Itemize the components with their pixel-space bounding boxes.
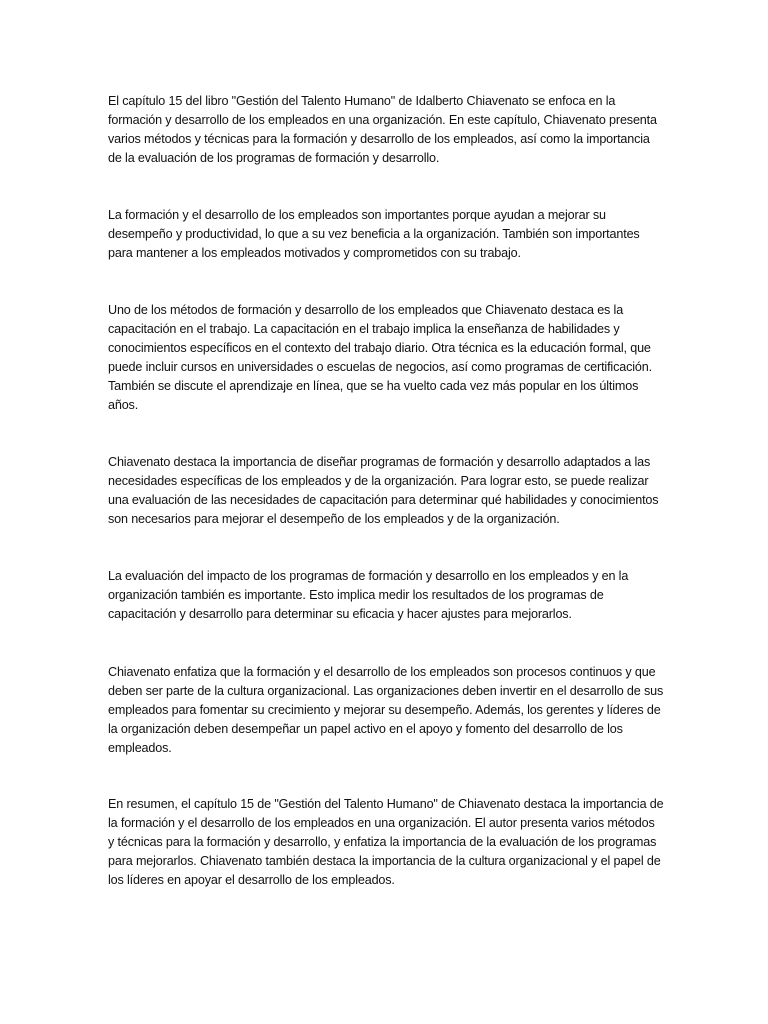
paragraph-summary: En resumen, el capítulo 15 de "Gestión del Talento Humano" de Chiavenato destaca la importancia de la formación y el desarrollo de los empleados en una organización. El autor presenta varios métodos y técnicas para la formación y desarrollo, y enfatiza la importancia de la evaluación de los programas para mejorarlos. Chiavenato también destaca la importancia de la cultura organizacional y el papel de los líderes en apoyar el desarrollo de los empleados. — [108, 797, 664, 887]
paragraph-methods: Uno de los métodos de formación y desarrollo de los empleados que Chiavenato destaca es la capacitación en el trabajo. La capacitación en el trabajo implica la enseñanza de habilidades y conocimientos específicos en el contexto del trabajo diario. Otra técnica es la educación formal, que puede incluir cursos en universidades o escuelas de negocios, así como programas de certificación. También se discute el aprendizaje en línea, que se ha vuelto cada vez más popular en los últimos años. — [108, 303, 652, 412]
paragraph-evaluation: La evaluación del impacto de los programas de formación y desarrollo en los empleados y en la organización también es importante. Esto implica medir los resultados de los programas de capacitación y desarrollo para determinar su eficacia y hacer ajustes para mejorarlos. — [108, 569, 629, 621]
paragraph-program-design: Chiavenato destaca la importancia de diseñar programas de formación y desarrollo adaptados a las necesidades específicas de los empleados y de la organización. Para lograr esto, se puede realizar una evaluación de las necesidades de capacitación para determinar qué habilidades y conocimientos son necesarios para mejorar el desempeño de los empleados y de la organización. — [108, 455, 659, 526]
paragraph-importance: La formación y el desarrollo de los empleados son importantes porque ayudan a mejorar su desempeño y productividad, lo que a su vez beneficia a la organización. También son importantes para mantener a los empleados motivados y comprometidos con su trabajo. — [108, 208, 640, 260]
paragraph-continuous-process: Chiavenato enfatiza que la formación y el desarrollo de los empleados son procesos continuos y que deben ser parte de la cultura organizacional. Las organizaciones deben invertir en el desarrollo de sus empleados para fomentar su crecimiento y mejorar su desempeño. Además, los gerentes y líderes de la organización deben desempeñar un papel activo en el apoyo y fomento del desarrollo de los empleados. — [108, 665, 664, 755]
paragraph-intro: El capítulo 15 del libro "Gestión del Talento Humano" de Idalberto Chiavenato se enfoca en la formación y desarrollo de los empleados en una organización. En este capítulo, Chiavenato presenta varios métodos y técnicas para la formación y desarrollo de los empleados, así como la importancia de la evaluación de los programas de formación y desarrollo. — [108, 94, 657, 165]
